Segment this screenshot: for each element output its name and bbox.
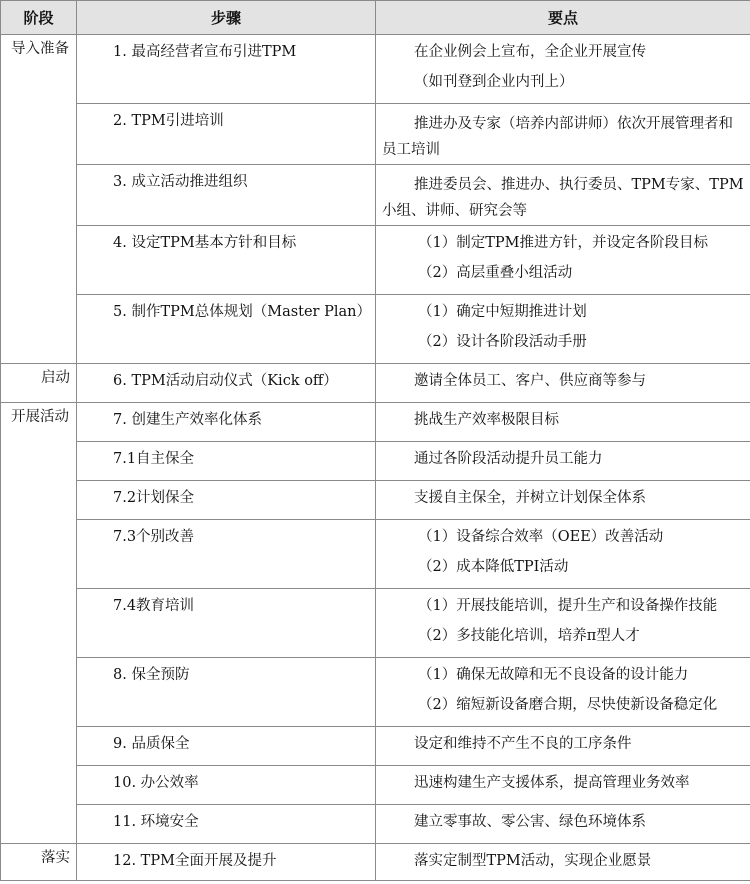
step-cell: 10. 办公效率: [77, 766, 376, 805]
table-row: [1, 295, 750, 364]
stage-label: 开展活动: [11, 409, 69, 425]
table-row: [1, 520, 750, 589]
point-line: 通过各阶段活动提升员工能力: [414, 451, 603, 467]
table-row: [1, 104, 750, 165]
step-cell: 6. TPM活动启动仪式（Kick off）: [77, 364, 376, 403]
point-cell: [376, 658, 750, 727]
point-line: （如刊登到企业内刊上）: [414, 74, 574, 90]
point-cell: [376, 727, 750, 766]
point-line: （1）开展技能培训，提升生产和设备操作技能: [418, 598, 718, 614]
point-line: 落实定制型TPM活动，实现企业愿景: [414, 853, 652, 869]
point-cell: [376, 766, 750, 805]
point-cell: [376, 104, 750, 165]
stage-cell: [1, 403, 77, 442]
stage-cell: [1, 35, 77, 104]
step-cell: 2. TPM引进培训: [77, 104, 376, 165]
table-row: [1, 364, 750, 403]
table-row: [1, 727, 750, 766]
point-line: （1）设备综合效率（OEE）改善活动: [418, 529, 664, 545]
point-line: （2）多技能化培训，培养π型人才: [418, 628, 640, 644]
step-cell: 8. 保全预防: [77, 658, 376, 727]
header-stage: 阶段: [1, 1, 77, 35]
step-cell: 7.2计划保全: [77, 481, 376, 520]
point-line: 建立零事故、零公害、绿色环境体系: [414, 814, 646, 830]
step-cell: 5. 制作TPM总体规划（Master Plan）: [77, 295, 376, 364]
step-cell: 7.1自主保全: [77, 442, 376, 481]
point-cell: [376, 226, 750, 295]
point-line: 推进办及专家（培养内部讲师）依次开展管理者和员工培训: [382, 116, 733, 158]
step-cell: 7.3个别改善: [77, 520, 376, 589]
point-cell: [376, 805, 750, 844]
header-row: [1, 1, 750, 35]
stage-cell: 启动: [1, 364, 77, 403]
point-line: 在企业例会上宣布，全企业开展宣传: [414, 44, 646, 60]
table-row: [1, 805, 750, 844]
point-line: 推进委员会、推进办、执行委员、TPM专家、TPM小组、讲师、研究会等: [382, 177, 744, 219]
point-cell: [376, 844, 750, 881]
point-line: （2）高层重叠小组活动: [418, 265, 573, 281]
table-row: [1, 658, 750, 727]
step-cell: 4. 设定TPM基本方针和目标: [77, 226, 376, 295]
step-cell: 1. 最高经营者宣布引进TPM: [77, 35, 376, 104]
table-row: [1, 165, 750, 226]
point-cell: [376, 520, 750, 589]
point-cell: [376, 165, 750, 226]
point-line: 设定和维持不产生不良的工序条件: [414, 736, 632, 752]
point-line: （2）成本降低TPI活动: [418, 559, 569, 575]
step-cell: 3. 成立活动推进组织: [77, 165, 376, 226]
point-cell: [376, 403, 750, 442]
step-cell: 7. 创建生产效率化体系: [77, 403, 376, 442]
table-row: [1, 481, 750, 520]
table-row: [1, 226, 750, 295]
header-step: 步骤: [77, 1, 376, 35]
table-row: [1, 35, 750, 104]
point-line: （2）设计各阶段活动手册: [418, 334, 587, 350]
step-cell: 9. 品质保全: [77, 727, 376, 766]
table-row: [1, 844, 750, 881]
stage-label: 导入准备: [11, 41, 69, 57]
point-cell: [376, 589, 750, 658]
point-line: （2）缩短新设备磨合期，尽快使新设备稳定化: [418, 697, 718, 713]
point-line: （1）制定TPM推进方针，并设定各阶段目标: [418, 235, 708, 251]
table-row: [1, 766, 750, 805]
point-cell: [376, 364, 750, 403]
stage-cell: 落实: [1, 844, 77, 881]
point-cell: [376, 295, 750, 364]
table-row: [1, 442, 750, 481]
point-cell: [376, 481, 750, 520]
point-line: 挑战生产效率极限目标: [414, 412, 559, 428]
point-cell: [376, 442, 750, 481]
point-cell: [376, 35, 750, 104]
header-point: 要点: [376, 1, 750, 35]
point-line: 支援自主保全，并树立计划保全体系: [414, 490, 646, 506]
point-line: （1）确保无故障和无不良设备的设计能力: [418, 667, 689, 683]
point-line: 迅速构建生产支援体系，提高管理业务效率: [414, 775, 690, 791]
step-cell: 12. TPM全面开展及提升: [77, 844, 376, 881]
point-line: （1）确定中短期推进计划: [418, 304, 587, 320]
table-row: [1, 589, 750, 658]
step-cell: 7.4教育培训: [77, 589, 376, 658]
table-row: [1, 403, 750, 442]
step-cell: 11. 环境安全: [77, 805, 376, 844]
point-line: 邀请全体员工、客户、供应商等参与: [414, 373, 646, 389]
